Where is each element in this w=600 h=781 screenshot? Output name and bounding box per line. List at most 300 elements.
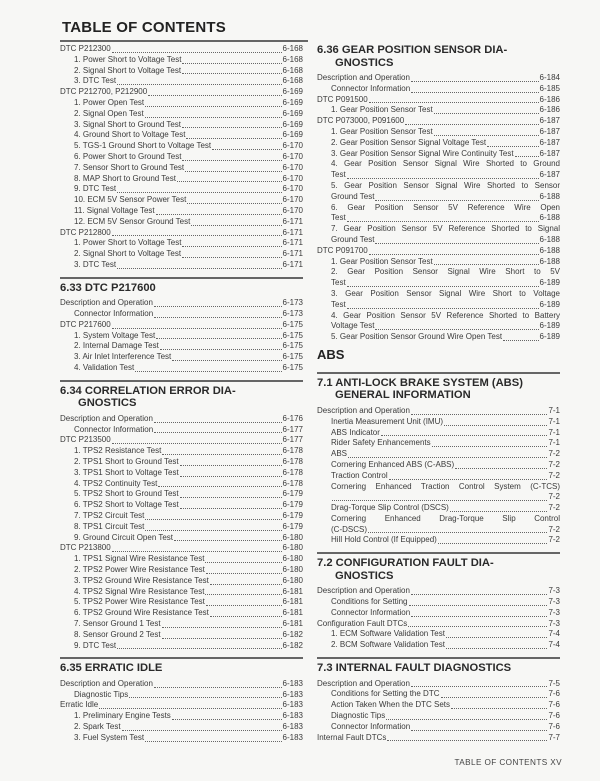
dot-leader [182, 246, 281, 247]
toc-entry[interactable] [60, 722, 303, 733]
toc-entry[interactable] [60, 298, 303, 309]
toc-entry[interactable] [317, 482, 560, 504]
toc-entry-title: 7. Sensor Ground 1 Test [74, 618, 161, 628]
section-heading[interactable] [317, 44, 560, 73]
toc-entry-title: 9. DTC Test [74, 640, 117, 650]
toc-entry[interactable] [60, 565, 303, 576]
toc-entry[interactable] [60, 733, 303, 744]
dot-leader [186, 138, 281, 139]
toc-entry[interactable] [317, 514, 560, 536]
toc-entry-page: 6-170 [282, 162, 303, 172]
dot-leader [148, 95, 281, 96]
toc-entry[interactable] [317, 289, 560, 311]
toc-entry[interactable] [317, 159, 560, 181]
section-heading-line: GENERAL INFORMATION [335, 389, 471, 402]
toc-entry-title: 3. TPS1 Short to Voltage Test [74, 467, 179, 477]
dot-leader [368, 532, 547, 533]
toc-entry-last-line [331, 192, 560, 203]
toc-entry-page: 7-2 [548, 470, 560, 480]
toc-entry-title: Cornering Enhanced Traction Control System (C-TCS) [331, 481, 560, 491]
toc-entry-title: Connector Information [331, 607, 411, 617]
toc-entry[interactable] [317, 640, 560, 651]
toc-entry[interactable] [317, 733, 560, 744]
toc-entry-page: 6-180 [282, 575, 303, 585]
toc-entry-title: Connector Information [74, 309, 154, 319]
toc-entry[interactable] [60, 184, 303, 195]
dot-leader [369, 102, 539, 103]
toc-entry-title: 1. TPS1 Signal Wire Resistance Test [74, 554, 205, 564]
dot-leader [162, 454, 281, 455]
toc-entry[interactable] [317, 311, 560, 333]
toc-entry[interactable] [317, 449, 560, 460]
toc-entry[interactable] [317, 105, 560, 116]
dot-leader [347, 286, 539, 287]
dot-leader [411, 81, 539, 82]
toc-entry-title: 2. Gear Position Sensor Signal Wire Short to 5V [331, 267, 560, 277]
toc-entry-title: DTC P212800 [60, 227, 111, 237]
dot-leader [210, 584, 282, 585]
toc-entry-title: Description and Operation [317, 73, 410, 82]
toc-entry[interactable] [317, 700, 560, 711]
toc-entry[interactable] [60, 511, 303, 522]
dot-leader [347, 221, 539, 222]
toc-entry-title: Conditions for Setting [331, 597, 408, 607]
toc-entry[interactable] [60, 446, 303, 457]
toc-entry[interactable] [60, 331, 303, 342]
toc-entry-title: DTC P213800 [60, 543, 111, 553]
section-heading-line: GNOSTICS [335, 56, 394, 69]
dot-leader [117, 84, 281, 85]
toc-entry[interactable] [60, 152, 303, 163]
dot-leader [369, 254, 539, 255]
toc-entry-page: 6-185 [539, 83, 560, 93]
toc-entry[interactable] [317, 679, 560, 690]
toc-entry-page: 6-171 [282, 249, 303, 259]
toc-entry[interactable] [60, 435, 303, 446]
dot-leader [182, 160, 281, 161]
toc-entry-title: 1. Power Short to Voltage Test [74, 238, 182, 248]
section-heading[interactable] [60, 380, 303, 414]
toc-entry-page: 6-188 [539, 245, 560, 255]
toc-entry-title: Voltage Test [331, 321, 375, 331]
toc-entry-page: 6-170 [282, 141, 303, 151]
toc-entry[interactable] [60, 641, 303, 652]
toc-entry[interactable] [60, 522, 303, 533]
toc-entry-title: 2. Signal Short to Voltage Test [74, 65, 182, 75]
dot-leader [347, 308, 539, 309]
toc-entry-page: 7-3 [548, 597, 560, 607]
toc-entry-title: 5. TPS2 Short to Ground Test [74, 489, 179, 499]
dot-leader [515, 156, 539, 157]
toc-entry-page: 6-186 [539, 94, 560, 104]
toc-entry[interactable] [60, 352, 303, 363]
toc-entry[interactable] [60, 130, 303, 141]
toc-entry-title: 1. TPS2 Resistance Test [74, 446, 162, 456]
section-heading-line: 7.3 INTERNAL FAULT DIAGNOSTICS [317, 662, 512, 675]
dot-leader [156, 338, 281, 339]
dot-leader [117, 268, 281, 269]
toc-entry-title: Description and Operation [60, 678, 153, 688]
dot-leader [180, 476, 282, 477]
toc-entry-last-line [331, 278, 560, 289]
section-heading-line: 6.33 DTC P217600 [60, 281, 156, 294]
dot-leader [455, 468, 547, 469]
toc-entry[interactable] [317, 84, 560, 95]
dot-leader [411, 414, 547, 415]
toc-entry-title: Test [331, 213, 346, 223]
toc-entry-page: 6-187 [539, 170, 560, 180]
toc-entry-page: 7-6 [548, 710, 560, 720]
toc-entry-title: 2. BCM Software Validation Test [331, 640, 445, 650]
toc-entry[interactable] [60, 206, 303, 217]
toc-entry-title: Drag-Torque Slip Control (DSCS) [331, 503, 449, 513]
toc-entry[interactable] [317, 608, 560, 619]
dot-leader [503, 340, 538, 341]
toc-entry[interactable] [317, 586, 560, 597]
toc-entry-page: 6-187 [539, 126, 560, 136]
dot-leader [145, 741, 281, 742]
toc-entry-page: 7-2 [548, 459, 560, 469]
toc-entry-page: 6-171 [282, 227, 303, 237]
toc-entry-page: 6-189 [539, 278, 560, 288]
toc-entry-title: Action Taken When the DTC Sets [331, 700, 451, 710]
toc-entry-title: 4. TPS2 Signal Wire Resistance Test [74, 586, 205, 596]
section-heading-line: GNOSTICS [335, 569, 394, 582]
dot-leader [375, 243, 538, 244]
toc-entry[interactable] [317, 438, 560, 449]
toc-entry-title: Cornering Enhanced Drag-Torque Slip Control [331, 513, 560, 523]
section-heading-line: 6.35 ERRATIC IDLE [60, 662, 163, 675]
dot-leader [182, 257, 281, 258]
dot-leader [182, 127, 282, 128]
toc-entry-title: 4. Gear Position Sensor 5V Reference Shorted to Battery [331, 310, 560, 320]
toc-entry[interactable] [60, 238, 303, 249]
toc-entry[interactable] [317, 138, 560, 149]
toc-entry[interactable] [60, 679, 303, 690]
toc-entry-title: 7. Gear Position Sensor 5V Reference Shorted to Signal [331, 224, 560, 234]
toc-entry[interactable] [60, 363, 303, 374]
toc-entry-title: Erratic Idle [60, 700, 99, 710]
toc-entry[interactable] [317, 460, 560, 471]
page-footer: TABLE OF CONTENTS XV [454, 758, 562, 767]
toc-entry-page: 7-2 [548, 449, 560, 459]
toc-entry-title: 1. Gear Position Sensor Test [331, 105, 433, 115]
toc-entry-page: 6-170 [282, 195, 303, 205]
toc-entry[interactable] [60, 457, 303, 468]
section-heading[interactable] [60, 277, 303, 299]
toc-entry[interactable] [317, 619, 560, 630]
dot-leader [375, 329, 538, 330]
toc-entry-title: 2. Spark Test [74, 722, 121, 732]
toc-entry[interactable] [60, 109, 303, 120]
toc-entry-last-line [331, 321, 560, 332]
dot-leader [145, 530, 281, 531]
toc-entry-title: Diagnostic Tips [74, 689, 129, 699]
toc-entry-page: 6-183 [282, 722, 303, 732]
toc-entry-title: Test [331, 278, 346, 288]
toc-entry-page: 7-6 [548, 700, 560, 710]
toc-entry[interactable] [317, 332, 560, 343]
toc-entry[interactable] [60, 587, 303, 598]
dot-leader [154, 432, 281, 433]
toc-entry[interactable] [60, 479, 303, 490]
dot-leader [347, 178, 539, 179]
toc-entry-page: 6-171 [282, 216, 303, 226]
toc-entry-title: Connector Information [331, 83, 411, 93]
dot-leader [174, 540, 282, 541]
toc-entry[interactable] [317, 689, 560, 700]
dot-leader [112, 235, 282, 236]
toc-entry-page: 7-3 [548, 618, 560, 628]
toc-entry-title: 1. Gear Position Sensor Test [331, 126, 433, 136]
toc-entry-page: 6-175 [282, 319, 303, 329]
toc-entry-title: Description and Operation [317, 678, 410, 688]
dot-leader [154, 317, 281, 318]
toc-entry[interactable] [317, 597, 560, 608]
toc-entry-page: 6-173 [282, 309, 303, 319]
toc-entry[interactable] [60, 55, 303, 66]
toc-entry-page: 6-177 [282, 435, 303, 445]
toc-entry-title: 5. Gear Position Sensor Signal Wire Shorted to Sensor [331, 180, 560, 190]
title-rule [60, 40, 308, 42]
dot-leader [191, 225, 281, 226]
toc-entry[interactable] [60, 141, 303, 152]
dot-leader [389, 479, 548, 480]
dot-leader [185, 171, 281, 172]
dot-leader [434, 113, 539, 114]
toc-entry-page: 7-7 [548, 732, 560, 742]
toc-entry-title: Description and Operation [60, 298, 153, 308]
toc-entry-page: 6-186 [539, 105, 560, 115]
toc-entry[interactable] [60, 414, 303, 425]
dot-leader [444, 425, 547, 426]
dot-leader [210, 616, 282, 617]
toc-entry-last-line [331, 492, 560, 503]
toc-entry-title: Configuration Fault DTCs [317, 618, 408, 628]
toc-entry-page: 6-187 [539, 148, 560, 158]
dot-leader [387, 740, 547, 741]
dot-leader [348, 457, 547, 458]
toc-entry[interactable] [60, 711, 303, 722]
toc-entry-page: 6-170 [282, 205, 303, 215]
dot-leader [182, 63, 281, 64]
toc-entry-title: DTC P213500 [60, 435, 111, 445]
dot-leader [408, 626, 547, 627]
toc-entry[interactable] [60, 597, 303, 608]
toc-entry-page: 6-169 [282, 130, 303, 140]
toc-entry[interactable] [317, 471, 560, 482]
toc-entry-last-line [331, 300, 560, 311]
dot-leader [154, 306, 282, 307]
toc-entry[interactable] [60, 228, 303, 239]
section-heading-line: 7.2 CONFIGURATION FAULT DIA- [317, 557, 494, 570]
toc-entry[interactable] [317, 116, 560, 127]
toc-entry[interactable] [60, 500, 303, 511]
toc-entry-page: 7-1 [548, 438, 560, 448]
toc-entry[interactable] [60, 700, 303, 711]
section-heading[interactable] [317, 657, 560, 679]
toc-entry[interactable] [317, 73, 560, 84]
toc-entry-title: (C-DSCS) [331, 524, 367, 534]
dot-leader [411, 730, 547, 731]
toc-entry[interactable] [317, 711, 560, 722]
dot-leader [381, 435, 548, 436]
toc-entry-page: 6-178 [282, 478, 303, 488]
toc-entry[interactable] [60, 554, 303, 565]
dot-leader [112, 328, 282, 329]
toc-entry-page: 6-178 [282, 446, 303, 456]
toc-entry-page: 6-169 [282, 97, 303, 107]
toc-entry-page: 6-183 [282, 700, 303, 710]
toc-entry-title: 10. ECM 5V Sensor Power Test [74, 195, 187, 205]
toc-entry[interactable] [317, 267, 560, 289]
dot-leader [386, 719, 547, 720]
dot-leader [212, 149, 281, 150]
toc-entry-page: 6-184 [539, 73, 560, 82]
dot-leader [434, 264, 539, 265]
toc-entry-page: 6-188 [539, 256, 560, 266]
toc-entry[interactable] [60, 44, 303, 55]
toc-entry[interactable] [60, 249, 303, 260]
toc-entry[interactable] [317, 181, 560, 203]
toc-entry-title: DTC P212300 [60, 44, 111, 53]
dot-leader [446, 637, 547, 638]
toc-entry[interactable] [60, 174, 303, 185]
toc-entry[interactable] [60, 690, 303, 701]
toc-entry-last-line [331, 213, 560, 224]
toc-entry[interactable] [317, 127, 560, 138]
section-heading[interactable] [317, 372, 560, 406]
toc-entry-page: 6-179 [282, 500, 303, 510]
toc-entry-page: 7-4 [548, 629, 560, 639]
dot-leader [112, 551, 282, 552]
toc-entry[interactable] [60, 468, 303, 479]
toc-entry[interactable] [60, 195, 303, 206]
toc-entry[interactable] [317, 629, 560, 640]
toc-entry-page: 6-180 [282, 543, 303, 553]
toc-entry[interactable] [60, 630, 303, 641]
toc-entry[interactable] [317, 428, 560, 439]
toc-entry-page: 6-181 [282, 597, 303, 607]
toc-entry[interactable] [60, 120, 303, 131]
toc-entry-page: 6-179 [282, 489, 303, 499]
toc-entry-page: 7-1 [548, 427, 560, 437]
toc-entry[interactable] [60, 163, 303, 174]
toc-entry-title: 2. TPS2 Power Wire Resistance Test [74, 564, 205, 574]
toc-entry[interactable] [317, 722, 560, 733]
toc-entry[interactable] [60, 309, 303, 320]
toc-entry[interactable] [317, 535, 560, 546]
toc-entry-page: 7-2 [548, 492, 560, 502]
toc-entry-title: Conditions for Setting the DTC [331, 689, 440, 699]
toc-entry[interactable] [60, 425, 303, 436]
dot-leader [112, 443, 282, 444]
toc-entry[interactable] [60, 543, 303, 554]
toc-entry[interactable] [317, 246, 560, 257]
toc-entry-title: 2. TPS1 Short to Ground Test [74, 457, 179, 466]
toc-entry-title: ABS Indicator [331, 427, 380, 437]
toc-entry-page: 6-189 [539, 321, 560, 331]
toc-entry-page: 7-2 [548, 503, 560, 513]
toc-entry-page: 7-2 [548, 524, 560, 534]
chapter-heading: ABS [317, 346, 345, 362]
toc-entry[interactable] [60, 341, 303, 352]
toc-entry[interactable] [60, 320, 303, 331]
dot-leader [205, 594, 281, 595]
toc-entry[interactable] [317, 406, 560, 417]
dot-leader [162, 638, 282, 639]
toc-entry-title: Diagnostic Tips [331, 710, 386, 720]
toc-entry-title: Description and Operation [60, 413, 153, 423]
toc-entry-page: 6-180 [282, 532, 303, 542]
toc-entry-title: 1. Power Short to Voltage Test [74, 54, 182, 64]
toc-entry-page: 6-179 [282, 521, 303, 531]
toc-entry[interactable] [317, 503, 560, 514]
section-heading[interactable] [317, 552, 560, 586]
toc-entry[interactable] [60, 217, 303, 228]
dot-leader [160, 349, 282, 350]
toc-entry-page: 6-182 [282, 629, 303, 639]
toc-entry-title: 1. Gear Position Sensor Test [331, 256, 433, 266]
dot-leader [172, 360, 281, 361]
dot-leader [180, 497, 282, 498]
toc-entry[interactable] [317, 95, 560, 106]
toc-entry[interactable] [317, 203, 560, 225]
toc-entry-last-line [331, 525, 560, 536]
toc-entry-title: 5. TPS2 Power Wire Resistance Test [74, 597, 205, 607]
dot-leader [332, 500, 547, 501]
toc-entry-title: Internal Fault DTCs [317, 732, 387, 742]
toc-entry[interactable] [317, 149, 560, 160]
toc-entry-title: 3. DTC Test [74, 76, 117, 86]
dot-leader [154, 687, 282, 688]
toc-entry[interactable] [60, 87, 303, 98]
toc-entry[interactable] [60, 489, 303, 500]
toc-entry-title: 5. Gear Position Sensor Ground Wire Open Test [331, 332, 503, 342]
toc-entry-title: 4. TPS2 Continuity Test [74, 478, 158, 488]
toc-entry[interactable] [317, 224, 560, 246]
toc-entry[interactable] [60, 608, 303, 619]
toc-entry[interactable] [60, 66, 303, 77]
toc-entry[interactable] [60, 576, 303, 587]
toc-entry-title: Connector Information [74, 424, 154, 434]
toc-entry-page: 6-171 [282, 259, 303, 269]
toc-entry[interactable] [60, 260, 303, 271]
toc-entry-page: 6-175 [282, 341, 303, 351]
toc-entry-title: 7. Sensor Short to Ground Test [74, 162, 185, 172]
toc-entry[interactable] [317, 257, 560, 268]
toc-entry-page: 6-181 [282, 608, 303, 618]
dot-leader [182, 73, 281, 74]
toc-entry-title: Cornering Enhanced ABS (C-ABS) [331, 459, 455, 469]
toc-entry[interactable] [60, 533, 303, 544]
page-title: TABLE OF CONTENTS [62, 19, 226, 36]
dot-leader [375, 200, 538, 201]
toc-entry-page: 6-181 [282, 586, 303, 596]
toc-entry-title: DTC P217600 [60, 319, 111, 329]
toc-entry[interactable] [60, 98, 303, 109]
dot-leader [451, 708, 547, 709]
toc-entry[interactable] [60, 619, 303, 630]
toc-entry-title: 1. Preliminary Engine Tests [74, 711, 171, 721]
toc-entry-page: 6-175 [282, 352, 303, 362]
toc-entry[interactable] [60, 76, 303, 87]
dot-leader [411, 616, 547, 617]
section-heading[interactable] [60, 657, 303, 679]
toc-entry[interactable] [317, 417, 560, 428]
toc-entry-title: 4. Gear Position Sensor Signal Wire Shorted to Ground [331, 159, 560, 169]
dot-leader [441, 697, 548, 698]
